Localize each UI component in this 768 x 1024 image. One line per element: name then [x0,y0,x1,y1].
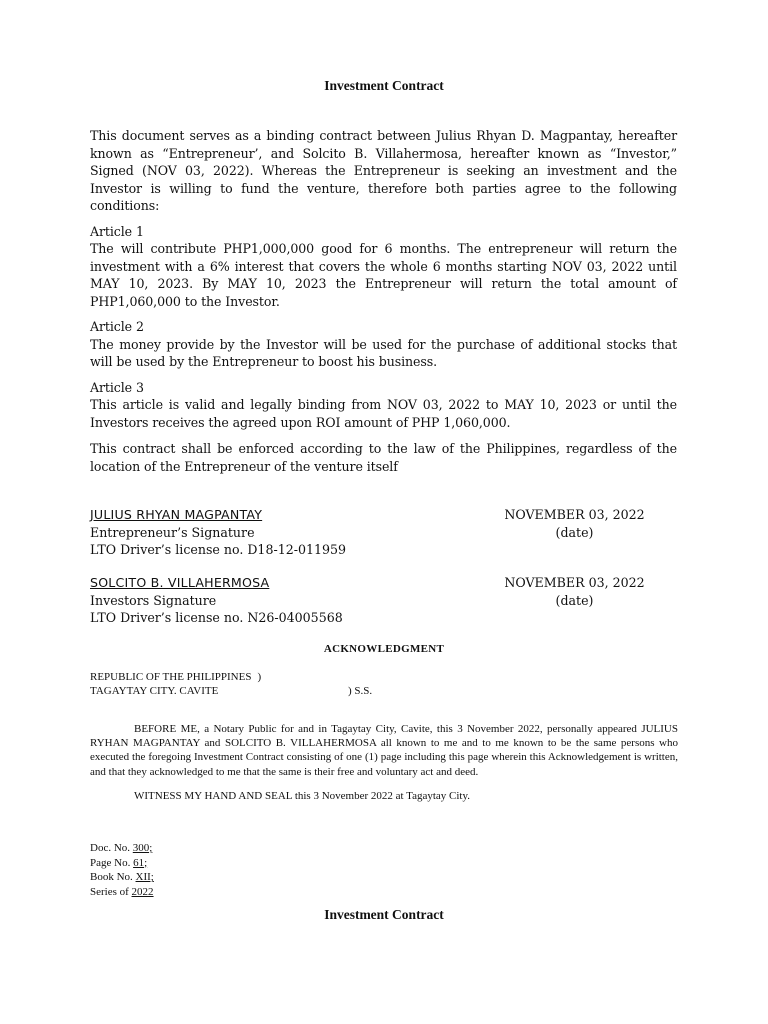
book-number-value: XII; [135,871,154,884]
article-2-heading: Article 2 [90,319,144,334]
contract-body [90,127,677,475]
closing-paragraph: This contract shall be enforced according to the law of the Philippines, regardless of the location of the Entrepreneur of the venture itself [90,441,677,474]
venue-block [90,670,678,698]
signature-block-entrepreneur [90,506,650,560]
investor-license: LTO Driver’s license no. N26-04005568 [90,610,343,625]
series-year: Series of 2022 [90,885,154,898]
article-1-heading: Article 1 [90,223,144,239]
article-3-text: This article is valid and legally binding from NOV 03, 2022 to MAY 10, 2023 or until the Investors receives the agreed upon ROI amount of PHP 1,060,000. [90,397,677,430]
acknowledgment-body [90,722,678,803]
venue-line-1: REPUBLIC OF THE PHILIPPINES [90,671,252,683]
entrepreneur-name: JULIUS RHYAN MAGPANTAY [90,507,263,522]
doc-number-value: 300; [132,842,153,854]
notary-register [90,841,678,899]
entrepreneur-signature-label: Entrepreneur’s Signature [90,524,255,540]
page-number: Page No. 61; [90,856,148,869]
page-number-value: 61; [133,856,148,869]
signature-block-investor [90,574,650,628]
venue-line-2: TAGAYTAY CITY. CAVITE [90,685,219,698]
book-number: Book No. XII; [90,871,154,884]
venue-ss: ) S.S. [348,685,373,698]
entrepreneur-license: LTO Driver’s license no. D18-12-011959 [90,542,347,557]
document-title: Investment Contract [324,78,444,93]
investor-signature-label: Investors Signature [90,592,217,608]
entrepreneur-date: NOVEMBER 03, 2022 [504,507,645,522]
venue-paren: ) [257,671,262,683]
article-3-heading: Article 3 [90,379,144,395]
acknowledgment-title: ACKNOWLEDGMENT [323,643,445,655]
article-2-text: The money provide by the Investor will be used for the purchase of additional stocks that will be used by the Entrepreneur to boost his business. [90,336,677,369]
intro-paragraph: This document serves as a binding contract between Julius Rhyan D. Magpantay, hereafter known as “Entrepreneur’, and Solcito B. Villahermosa, hereafter known as “Investor,” Signed (NOV 03, 2022). Whereas the Entrepreneur is seeking an investment and the Investor is willing to fund the venture, therefore both parties agree to the following conditions: [90,128,677,213]
series-year-value: 2022 [131,885,154,898]
acknowledgment-paragraph: BEFORE ME, a Notary Public for and in Tagaytay City, Cavite, this 3 November 2022, personally appeared JULIUS RYHAN MAGPANTAY and SOLCITO B. VILLAHERMOSA all known to me and to me known to be the same persons who executed the foregoing Investment Contract consisting of one (1) page including this page wherein this Acknowledgement is written, and that they acknowledged to me that the same is their free and voluntary act and deed. [90,723,678,778]
doc-number: Doc. No. 300; [90,842,153,854]
article-1-text: The will contribute PHP1,000,000 good for 6 months. The entrepreneur will return the investment with a 6% interest that covers the whole 6 months starting NOV 03, 2022 until MAY 10, 2023. By MAY 10, 2023 the Entrepreneur will return the total amount of PHP1,060,000 to the Investor. [90,241,677,309]
investor-date-label: (date) [555,592,594,608]
witness-paragraph: WITNESS MY HAND AND SEAL this 3 November 2022 at Tagaytay City. [134,789,471,802]
next-page-title: Investment Contract [324,907,444,922]
entrepreneur-date-label: (date) [555,524,594,540]
investor-date: NOVEMBER 03, 2022 [504,575,645,590]
investor-name: SOLCITO B. VILLAHERMOSA [90,575,270,590]
